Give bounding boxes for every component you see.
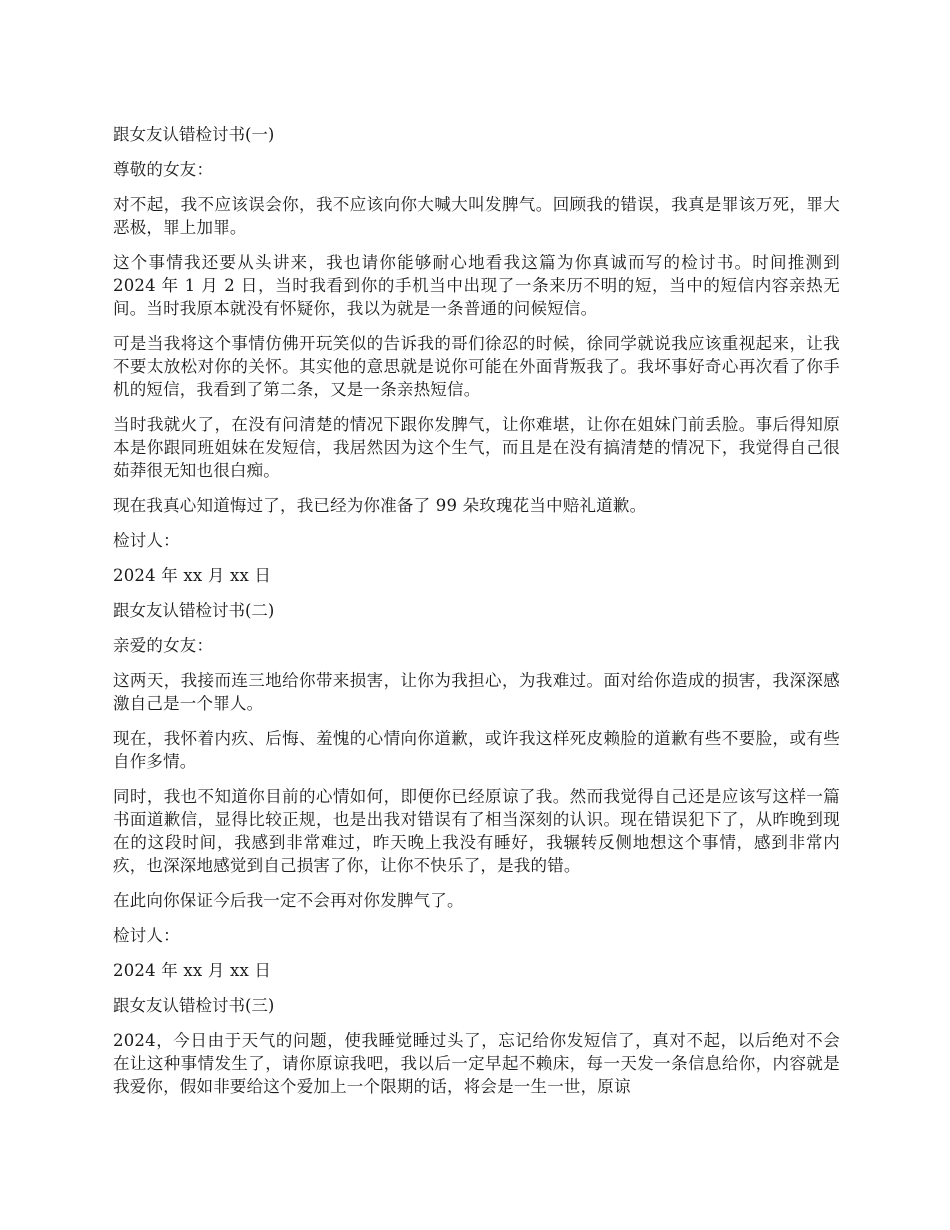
section-1-signer-label: 检讨人：	[113, 531, 180, 550]
section-1-date: 2024 年 xx 月 xx 日	[113, 566, 272, 585]
section-2-greeting: 亲爱的女友：	[113, 636, 214, 655]
document-page	[113, 123, 840, 1110]
section-1-paragraph: 对不起，我不应该误会你，我不应该向你大喊大叫发脾气。回顾我的错误，我真是罪该万死，罪大恶极，罪上加罪。	[113, 195, 840, 237]
section-1-greeting: 尊敬的女友：	[113, 160, 214, 179]
section-3-paragraph: 2024，今日由于天气的问题，使我睡觉睡过头了，忘记给你发短信了，真对不起，以后绝对不会在让这种事情发生了，请你原谅我吧，我以后一定早起不赖床，每一天发一条信息给你，内容就是我爱你，假如非要给这个爱加上一个限期的话，将会是一生一世，原谅	[113, 1031, 840, 1096]
section-2-paragraph: 现在，我怀着内疚、后悔、羞愧的心情向你道歉，或许我这样死皮赖脸的道歉有些不要脸，或有些自作多情。	[113, 729, 840, 771]
section-1-paragraph: 现在我真心知道悔过了，我已经为你准备了 99 朵玫瑰花当中赔礼道歉。	[113, 496, 647, 515]
section-3-title: 跟女友认错检讨书(三)	[113, 996, 275, 1015]
section-2-paragraph: 在此向你保证今后我一定不会再对你发脾气了。	[113, 891, 464, 910]
section-1-paragraph: 当时我就火了，在没有问清楚的情况下跟你发脾气，让你难堪，让你在姐妹门前丢脸。事后得知原本是你跟同班姐妹在发短信，我居然因为这个生气，而且是在没有搞清楚的情况下，我觉得自己很茹莽很无知也很白痴。	[113, 415, 840, 480]
section-2-paragraph: 同时，我也不知道你目前的心情如何，即便你已经原谅了我。然而我觉得自己还是应该写这样一篇书面道歉信，显得比较正规，也是出我对错误有了相当深刻的认识。现在错误犯下了，从昨晚到现在的这段时间，我感到非常难过，昨天晚上我没有睡好，我辗转反侧地想这个事情，感到非常内疚，也深深地感觉到自己损害了你，让你不快乐了，是我的错。	[113, 787, 840, 875]
section-2-title: 跟女友认错检讨书(二)	[113, 601, 275, 620]
section-2-date: 2024 年 xx 月 xx 日	[113, 961, 272, 980]
section-2-paragraph: 这两天，我接而连三地给你带来损害，让你为我担心，为我难过。面对给你造成的损害，我深深感激自己是一个罪人。	[113, 671, 840, 713]
section-1-title: 跟女友认错检讨书(一)	[113, 125, 275, 144]
section-1-paragraph: 可是当我将这个事情仿佛开玩笑似的告诉我的哥们徐忍的时候，徐同学就说我应该重视起来，让我不要太放松对你的关怀。其实他的意思就是说你可能在外面背叛我了。我坏事好奇心再次看了你手机的短信，我看到了第二条，又是一条亲热短信。	[113, 334, 840, 399]
section-1-paragraph: 这个事情我还要从头讲来，我也请你能够耐心地看我这篇为你真诚而写的检讨书。时间推测到 2024 年 1 月 2 日，当时我看到你的手机当中出现了一条来历不明的短，当中的短信内容亲热无间。当时我原本就没有怀疑你，我以为就是一条普通的问候短信。	[113, 253, 840, 318]
section-2-signer-label: 检讨人：	[113, 926, 180, 945]
